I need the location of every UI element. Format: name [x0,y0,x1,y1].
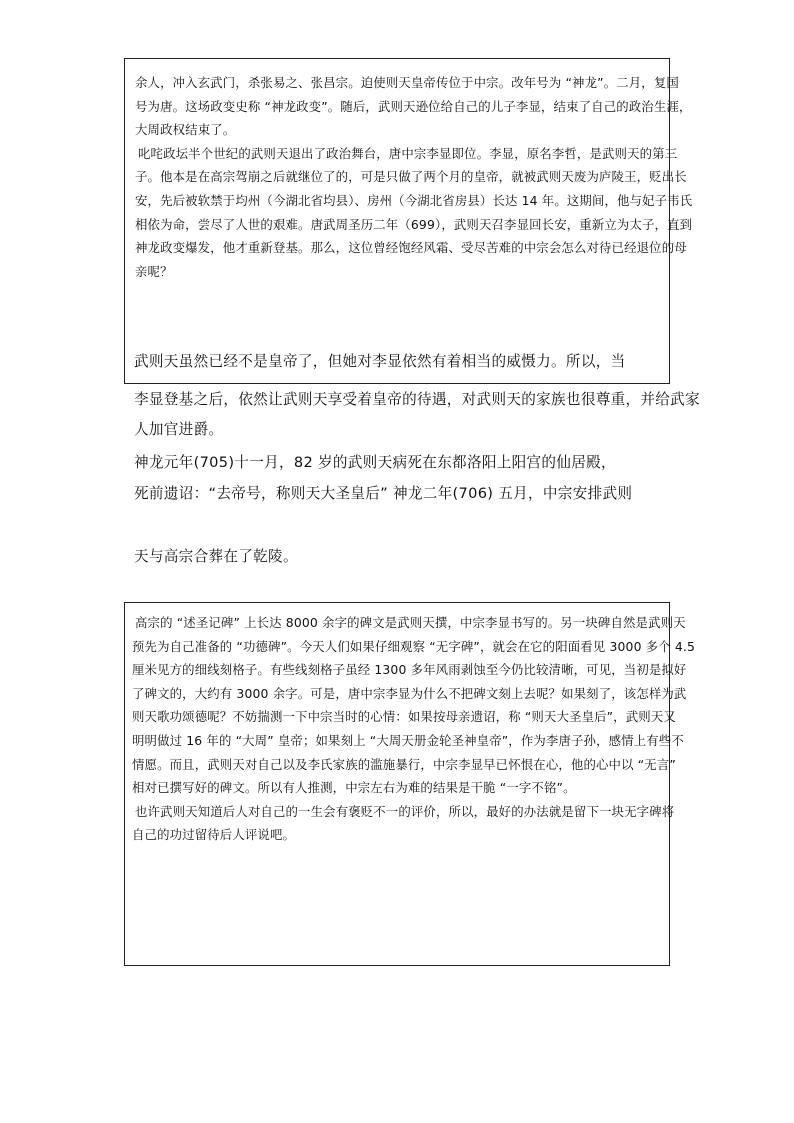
body-line: 李显登基之后，依然让武则天享受着皇帝的待遇，对武则天的家族也很尊重，并给武家 [134,391,700,408]
top-box-line: 相依为命，尝尽了人世的艰难。唐武周圣历二年（699），武则天召李显回长安，重新立为太子，直到 [135,216,693,232]
bottom-box-line: 自己的功过留待后人评说吧。 [132,827,296,843]
bottom-box-line: 明明做过 16 年的 “大周” 皇帝；如果刻上 “大周天册金轮圣神皇帝”，作为李唐子孙，感情上有些不 [132,732,684,748]
bottom-box-line: 预先为自己准备的 “功德碑”。今天人们如果仔细观察 “无字碑”，就会在它的阳面看见 3000 多个 4.5 [132,638,696,654]
body-line: 天与高宗合葬在了乾陵。 [134,548,298,565]
bottom-box-line: 厘米见方的细线刻格子。有些线刻格子虽经 1300 多年风雨剥蚀至今仍比较清晰，可见，当初是拟好 [132,662,687,678]
top-box-text [135,71,693,283]
bottom-box-text [132,611,696,847]
top-box-line: 安，先后被软禁于均州（今湖北省均县）、房州（今湖北省房县）长达 14 年。这期间，他与妃子韦氏 [135,192,693,208]
top-box-line: 神龙政变爆发，他才重新登基。那么，这位曾经饱经风霜、受尽苦难的中宗会怎么对待已经退位的母 [135,240,687,256]
bottom-box-line: 则天歌功颂德呢？不妨揣测一下中宗当时的心情：如果按母亲遗诏，称 “则天大圣皇后”，武则天又 [132,709,676,725]
top-box-line: 大周政权结束了。 [135,122,236,138]
body-line: 神龙元年(705)十一月，82 岁的武则天病死在东都洛阳上阳宫的仙居殿， [134,454,616,471]
bottom-box-line: 相对已撰写好的碑文。所以有人推测，中宗左右为难的结果是干脆 “一字不铭”。 [132,780,576,796]
bottom-box-line: 情愿。而且，武则天对自己以及李氏家族的滥施暴行，中宗李显早已怀恨在心，他的心中以 “无言” [132,756,676,772]
boxed-large-line: 武则天虽然已经不是皇帝了，但她对李显依然有着相当的威慑力。所以，当 [134,353,626,370]
top-text-box [124,58,693,384]
bottom-box-line: 高宗的 “述圣记碑” 上长达 8000 余字的碑文是武则天撰，中宗李显书写的。另一块碑自然是武则天 [135,615,686,630]
top-box-line: 号为唐。这场政变史称 “神龙政变”。随后，武则天逊位给自己的儿子李显，结束了自己的政治生涯， [135,98,692,114]
top-box-line: 亲呢？ [135,263,173,279]
bottom-box-line: 也许武则天知道后人对自己的一生会有褒贬不一的评价，所以，最好的办法就是留下一块无字碑将 [135,803,675,819]
bottom-box-line: 了碑文的，大约有 3000 余字。可是，唐中宗李显为什么不把碑文刻上去呢？如果刻了，该怎样为武 [132,685,687,701]
top-box-line: 子。他本是在高宗驾崩之后就继位了的，可是只做了两个月的皇帝，就被武则天废为庐陵王，贬出长 [135,169,687,185]
top-box-line: 叱咤政坛半个世纪的武则天退出了政治舞台，唐中宗李显即位。李显，原名李哲，是武则天的第三 [138,145,678,161]
bottom-text-box [124,602,696,966]
body-line: 死前遗诏：“去帝号，称则天大圣皇后” 神龙二年(706) 五月，中宗安排武则 [134,485,633,502]
body-line: 人加官进爵。 [134,421,224,438]
top-box-line: 余人，冲入玄武门，杀张易之、张昌宗。迫使则天皇帝传位于中宗。改年号为 “神龙”。二月，复国 [135,75,679,90]
